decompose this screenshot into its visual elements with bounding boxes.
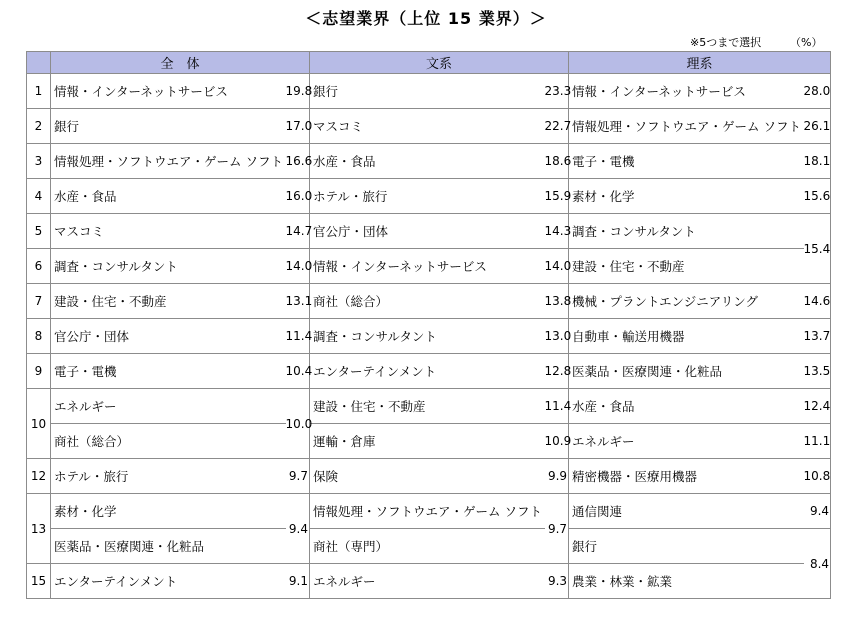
all-name: ホテル・旅行 [51, 459, 286, 494]
bunkei-value: 15.9 [545, 179, 569, 214]
rikei-name: 精密機器・医療用機器 [569, 459, 804, 494]
bunkei-value: 14.0 [545, 249, 569, 284]
all-value: 11.4 [286, 319, 310, 354]
rikei-name: 情報・インターネットサービス [569, 74, 804, 109]
rikei-value: 28.0 [804, 74, 831, 109]
rank-cell: 6 [27, 249, 51, 284]
header-row [27, 52, 831, 74]
bunkei-value: 10.9 [545, 424, 569, 459]
rikei-value: 15.4 [804, 214, 831, 284]
rikei-value: 13.7 [804, 319, 831, 354]
all-value: 17.0 [286, 109, 310, 144]
table-row [27, 284, 831, 319]
table-row [27, 249, 831, 284]
table-row [27, 74, 831, 109]
bunkei-name: 商社（専門） [310, 529, 545, 564]
all-value: 13.1 [286, 284, 310, 319]
table-row [27, 319, 831, 354]
rank-cell: 5 [27, 214, 51, 249]
bunkei-name: 情報・インターネットサービス [310, 249, 545, 284]
all-value: 9.4 [286, 494, 310, 564]
rikei-name: 農業・林業・鉱業 [569, 564, 804, 599]
rikei-name: 情報処理・ソフトウエア・ゲーム ソフト [569, 109, 804, 144]
all-value: 9.1 [286, 564, 310, 599]
table-row [27, 459, 831, 494]
all-name: 水産・食品 [51, 179, 286, 214]
rank-cell: 8 [27, 319, 51, 354]
rank-cell: 13 [27, 494, 51, 564]
rikei-name: 通信関連 [569, 494, 804, 529]
bunkei-name: エンターテインメント [310, 354, 545, 389]
header-all: 全 体 [51, 52, 310, 74]
ranking-table [26, 51, 831, 599]
rank-cell: 2 [27, 109, 51, 144]
table-row [27, 179, 831, 214]
bunkei-name: エネルギー [310, 564, 545, 599]
rank-cell: 9 [27, 354, 51, 389]
all-value: 19.8 [286, 74, 310, 109]
all-name: 官公庁・団体 [51, 319, 286, 354]
rikei-name: 電子・電機 [569, 144, 804, 179]
bunkei-name: 水産・食品 [310, 144, 545, 179]
bunkei-name: 運輸・倉庫 [310, 424, 545, 459]
rank-cell: 1 [27, 74, 51, 109]
rank-cell: 12 [27, 459, 51, 494]
all-name: 素材・化学 [51, 494, 286, 529]
all-value: 16.0 [286, 179, 310, 214]
rikei-value: 15.6 [804, 179, 831, 214]
bunkei-name: 官公庁・団体 [310, 214, 545, 249]
rank-cell: 4 [27, 179, 51, 214]
table-row [27, 214, 831, 249]
rikei-name: 医薬品・医療関連・化粧品 [569, 354, 804, 389]
all-name: 建設・住宅・不動産 [51, 284, 286, 319]
bunkei-value: 13.0 [545, 319, 569, 354]
all-value: 16.6 [286, 144, 310, 179]
rikei-value: 9.4 [804, 494, 831, 529]
bunkei-name: 調査・コンサルタント [310, 319, 545, 354]
all-name: 情報処理・ソフトウエア・ゲーム ソフト [51, 144, 286, 179]
table-row [27, 564, 831, 599]
all-value: 14.0 [286, 249, 310, 284]
all-value: 9.7 [286, 459, 310, 494]
all-name: エンターテインメント [51, 564, 286, 599]
bunkei-name: 建設・住宅・不動産 [310, 389, 545, 424]
rikei-name: 建設・住宅・不動産 [569, 249, 804, 284]
bunkei-value: 9.3 [545, 564, 569, 599]
bunkei-value: 18.6 [545, 144, 569, 179]
bunkei-value: 9.9 [545, 459, 569, 494]
header-rikei: 理系 [569, 52, 831, 74]
all-value: 10.0 [286, 389, 310, 459]
rikei-value: 13.5 [804, 354, 831, 389]
bunkei-value: 22.7 [545, 109, 569, 144]
bunkei-name: 情報処理・ソフトウエア・ゲーム ソフト [310, 494, 545, 529]
bunkei-name: マスコミ [310, 109, 545, 144]
table-row [27, 494, 831, 529]
all-value: 14.7 [286, 214, 310, 249]
rank-header [27, 52, 51, 74]
page-title: ＜志望業界（上位 15 業界）＞ [305, 9, 547, 28]
table-row [27, 144, 831, 179]
bunkei-name: 商社（総合） [310, 284, 545, 319]
rikei-name: 水産・食品 [569, 389, 804, 424]
rank-cell: 7 [27, 284, 51, 319]
bunkei-value: 11.4 [545, 389, 569, 424]
all-name: エネルギー [51, 389, 286, 424]
selection-note: ※5つまで選択 [690, 36, 762, 49]
header-bunkei: 文系 [310, 52, 569, 74]
unit-label: （%） [790, 36, 823, 49]
rikei-name: 素材・化学 [569, 179, 804, 214]
rikei-value: 10.8 [804, 459, 831, 494]
table-row [27, 354, 831, 389]
rikei-name: 機械・プラントエンジニアリング [569, 284, 804, 319]
bunkei-value: 14.3 [545, 214, 569, 249]
rank-cell: 15 [27, 564, 51, 599]
rikei-value: 12.4 [804, 389, 831, 424]
rikei-value: 14.6 [804, 284, 831, 319]
rikei-value: 18.1 [804, 144, 831, 179]
all-name: 電子・電機 [51, 354, 286, 389]
bunkei-name: ホテル・旅行 [310, 179, 545, 214]
table-row [27, 424, 831, 459]
all-name: 調査・コンサルタント [51, 249, 286, 284]
table-row [27, 389, 831, 424]
rikei-name: 調査・コンサルタント [569, 214, 804, 249]
rank-cell: 10 [27, 389, 51, 459]
rikei-name: 銀行 [569, 529, 804, 564]
rikei-name: エネルギー [569, 424, 804, 459]
all-name: 医薬品・医療関連・化粧品 [51, 529, 286, 564]
rikei-value: 11.1 [804, 424, 831, 459]
all-value: 10.4 [286, 354, 310, 389]
bunkei-value: 13.8 [545, 284, 569, 319]
bunkei-value: 12.8 [545, 354, 569, 389]
table-row [27, 109, 831, 144]
rank-cell: 3 [27, 144, 51, 179]
bunkei-value: 9.7 [545, 494, 569, 564]
all-name: 銀行 [51, 109, 286, 144]
all-name: マスコミ [51, 214, 286, 249]
all-name: 情報・インターネットサービス [51, 74, 286, 109]
rikei-value: 26.1 [804, 109, 831, 144]
bunkei-name: 保険 [310, 459, 545, 494]
all-name: 商社（総合） [51, 424, 286, 459]
rikei-value: 8.4 [804, 529, 831, 599]
table-row [27, 529, 831, 564]
bunkei-value: 23.3 [545, 74, 569, 109]
bunkei-name: 銀行 [310, 74, 545, 109]
rikei-name: 自動車・輸送用機器 [569, 319, 804, 354]
